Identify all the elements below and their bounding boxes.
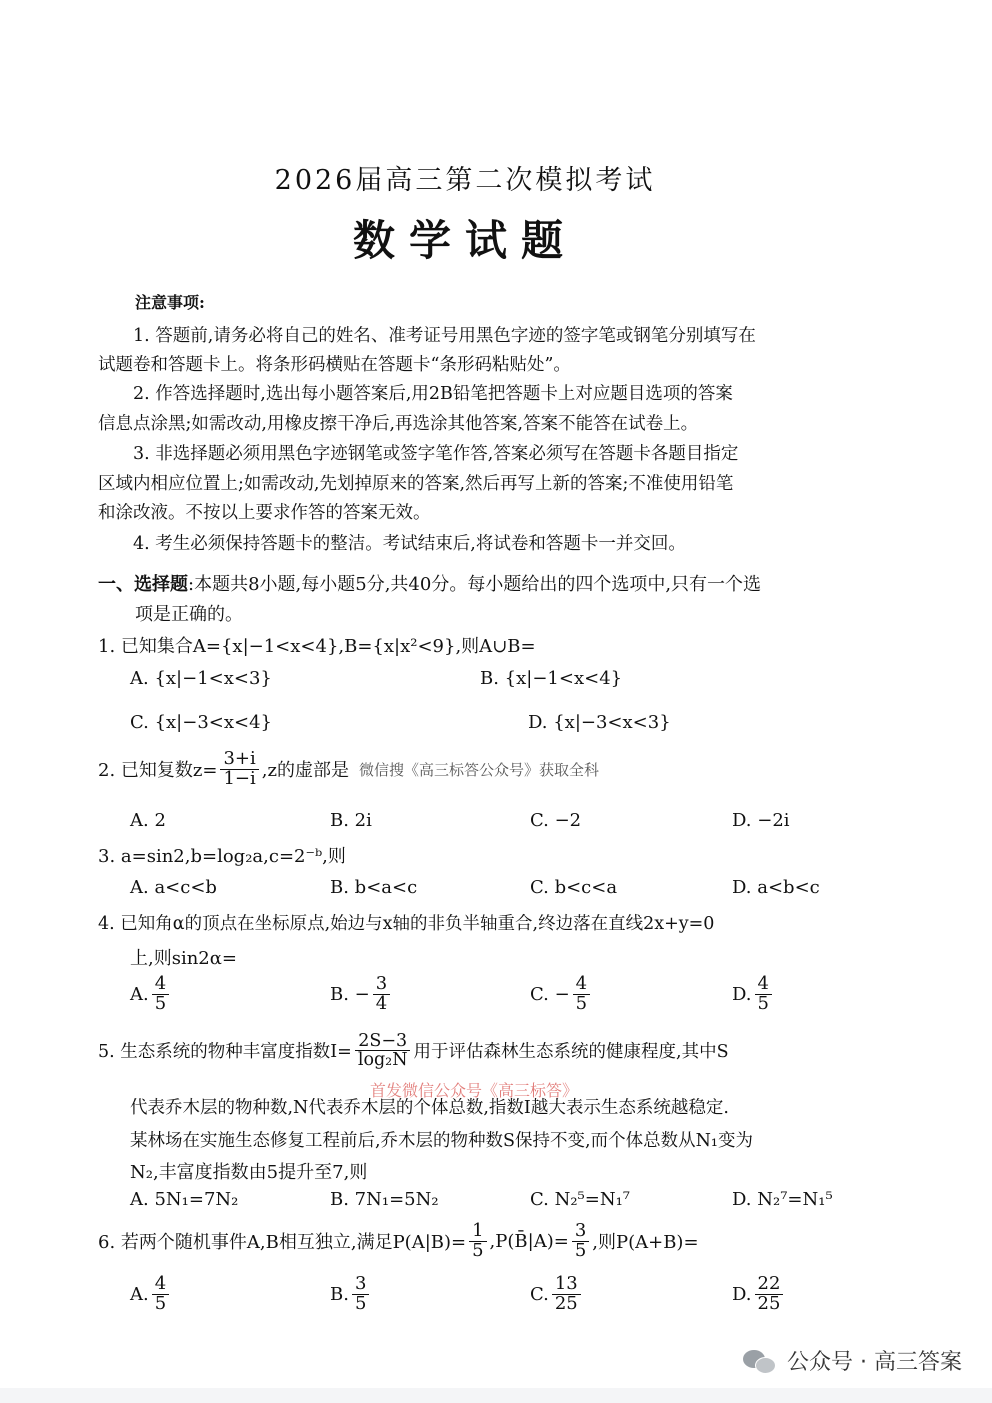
frac-num: 1	[469, 1222, 486, 1242]
q5-option-b: B. 7N₁=5N₂	[330, 1189, 439, 1210]
q1-option-a: A. {x|−1<x<3}	[130, 668, 272, 689]
q6-option-b	[330, 1275, 372, 1314]
q5-fraction	[355, 1032, 411, 1070]
q4-option-a	[130, 975, 172, 1014]
frac-num: 4	[152, 975, 169, 995]
frac-den: 25	[554, 1292, 578, 1314]
frac-num: 4	[573, 975, 590, 995]
q5-line2: 代表乔木层的物种数,N代表乔木层的个体总数,指数I越大表示生态系统越稳定.	[130, 1098, 729, 1118]
frac-num: 13	[552, 1275, 581, 1295]
notice-line: 1. 答题前,请务必将自己的姓名、准考证号用黑色字迹的签字笔或钢笔分别填写在	[133, 326, 756, 346]
frac-den: 4	[375, 992, 388, 1014]
notice-line: 4. 考生必须保持答题卡的整洁。考试结束后,将试卷和答题卡一并交回。	[133, 534, 686, 554]
q5-option-c: C. N₂⁵=N₁⁷	[530, 1189, 631, 1210]
q6-stem-c: ,则P(A+B)=	[592, 1232, 699, 1254]
option-label: C. −	[530, 983, 570, 1005]
q2-frac-num: 3+i	[220, 750, 258, 770]
wechat-icon	[743, 1348, 777, 1374]
q4-option-d	[732, 975, 775, 1014]
q4-option-c	[530, 975, 593, 1014]
q3-stem: 3. a=sin2,b=log₂a,c=2⁻ᵇ,则	[98, 846, 346, 867]
q2-fraction	[220, 750, 258, 789]
frac-den: 5	[154, 992, 167, 1014]
frac-num: 3	[352, 1275, 369, 1295]
section-heading-line2: 项是正确的。	[135, 604, 243, 625]
q2-option-a: A. 2	[130, 810, 166, 831]
frac-den: 5	[154, 1292, 167, 1314]
footer-text: 公众号 · 高三答案	[787, 1350, 962, 1375]
q5-line3: 某林场在实施生态修复工程前后,乔木层的物种数S保持不变,而个体总数从N₁变为	[130, 1131, 753, 1151]
notice-line: 区域内相应位置上;如需改动,先划掉原来的答案,然后再写上新的答案;不准使用铅笔	[98, 474, 734, 494]
option-label: D.	[732, 983, 752, 1005]
q2-stem	[98, 750, 599, 789]
option-label: B.	[330, 1283, 349, 1305]
q2-stem-pre: 2. 已知复数z=	[98, 760, 218, 782]
option-label: C.	[530, 1283, 549, 1305]
notice-line: 和涂改液。不按以上要求作答的答案无效。	[98, 503, 431, 523]
frac-den: 5	[757, 992, 769, 1014]
q1-stem: 1. 已知集合A={x|−1<x<4},B={x|x²<9},则A∪B=	[98, 636, 536, 657]
frac-num: 4	[152, 1275, 169, 1295]
q1-option-d: D. {x|−3<x<3}	[528, 712, 671, 733]
watermark-text: 微信搜《高三标答公众号》获取全科	[358, 760, 599, 779]
q6-stem-a: 6. 若两个随机事件A,B相互独立,满足P(A|B)=	[98, 1232, 467, 1254]
frac-num: 22	[755, 1275, 784, 1295]
q2-option-b: B. 2i	[330, 810, 372, 831]
q1-option-c: C. {x|−3<x<4}	[130, 712, 272, 733]
q4-option-b	[330, 975, 393, 1014]
q6-stem	[98, 1222, 699, 1261]
exam-subtitle: 2026届高三第二次模拟考试	[274, 165, 656, 196]
notice-line: 3. 非选择题必须用黑色字迹钢笔或签字笔作答,答案必须写在答题卡各题目指定	[133, 444, 739, 464]
option-label: A.	[130, 983, 149, 1005]
q2-option-c: C. −2	[530, 810, 582, 831]
q4-stem-line2: 上,则sin2α=	[130, 948, 237, 969]
frac-den: 5	[472, 1239, 484, 1261]
frac-den: 5	[575, 992, 588, 1014]
q6-option-c	[530, 1275, 584, 1314]
frac-num: 3	[373, 975, 390, 995]
q5-line4: N₂,丰富度指数由5提升至7,则	[130, 1162, 368, 1183]
q5-option-d: D. N₂⁷=N₁⁵	[732, 1189, 833, 1210]
notice-line: 信息点涂黑;如需改动,用橡皮擦干净后,再选涂其他答案,答案不能答在试卷上。	[98, 414, 699, 434]
frac-den: 5	[354, 1292, 367, 1314]
q2-option-d: D. −2i	[732, 810, 790, 831]
q6-stem-b: ,P(B̄|A)=	[489, 1230, 569, 1252]
notice-heading: 注意事项:	[135, 293, 205, 312]
option-label: B. −	[330, 983, 370, 1005]
q4-stem-line1: 4. 已知角α的顶点在坐标原点,始边与x轴的非负半轴重合,终边落在直线2x+y=0	[98, 914, 715, 934]
frac-den: 25	[757, 1292, 781, 1314]
q5-stem	[98, 1032, 729, 1070]
q2-stem-post: ,z的虚部是	[261, 760, 349, 782]
footer-watermark	[743, 1345, 962, 1376]
frac-den: 5	[574, 1239, 587, 1261]
q5-stem-pre: 5. 生态系统的物种丰富度指数I=	[98, 1042, 352, 1063]
q5-frac-num: 2S−3	[355, 1032, 410, 1051]
notice-line: 2. 作答选择题时,选出每小题答案后,用2B铅笔把答题卡上对应题目选项的答案	[133, 384, 733, 404]
frac-num: 4	[755, 975, 772, 995]
watermark-text-red: 首发微信公众号《高三标答》	[370, 1081, 579, 1100]
section-title-bold: 一、选择题	[98, 574, 188, 595]
q2-frac-den: 1−i	[223, 767, 256, 789]
option-label: A.	[130, 1283, 149, 1305]
q5-frac-den: log₂N	[357, 1050, 408, 1071]
q1-option-b: B. {x|−1<x<4}	[480, 668, 623, 689]
frac-num: 3	[572, 1222, 589, 1242]
exam-title: 数学试题	[352, 216, 577, 265]
notice-line: 试题卷和答题卡上。将条形码横贴在答题卡“条形码粘贴处”。	[98, 355, 571, 375]
q5-stem-post: 用于评估森林生态系统的健康程度,其中S	[413, 1042, 729, 1063]
q5-option-a: A. 5N₁=7N₂	[130, 1189, 239, 1210]
q3-option-d: D. a<b<c	[732, 877, 820, 898]
q6-option-a	[130, 1275, 172, 1314]
q3-option-c: C. b<c<a	[530, 877, 618, 898]
q3-option-b: B. b<a<c	[330, 877, 418, 898]
q3-option-a: A. a<c<b	[130, 877, 217, 898]
section-title-rest: :本题共8小题,每小题5分,共40分。每小题给出的四个选项中,只有一个选	[188, 574, 762, 595]
option-label: D.	[732, 1283, 752, 1305]
page-bottom-strip	[0, 1388, 992, 1403]
q6-option-d	[732, 1275, 786, 1314]
section-heading	[98, 570, 761, 596]
